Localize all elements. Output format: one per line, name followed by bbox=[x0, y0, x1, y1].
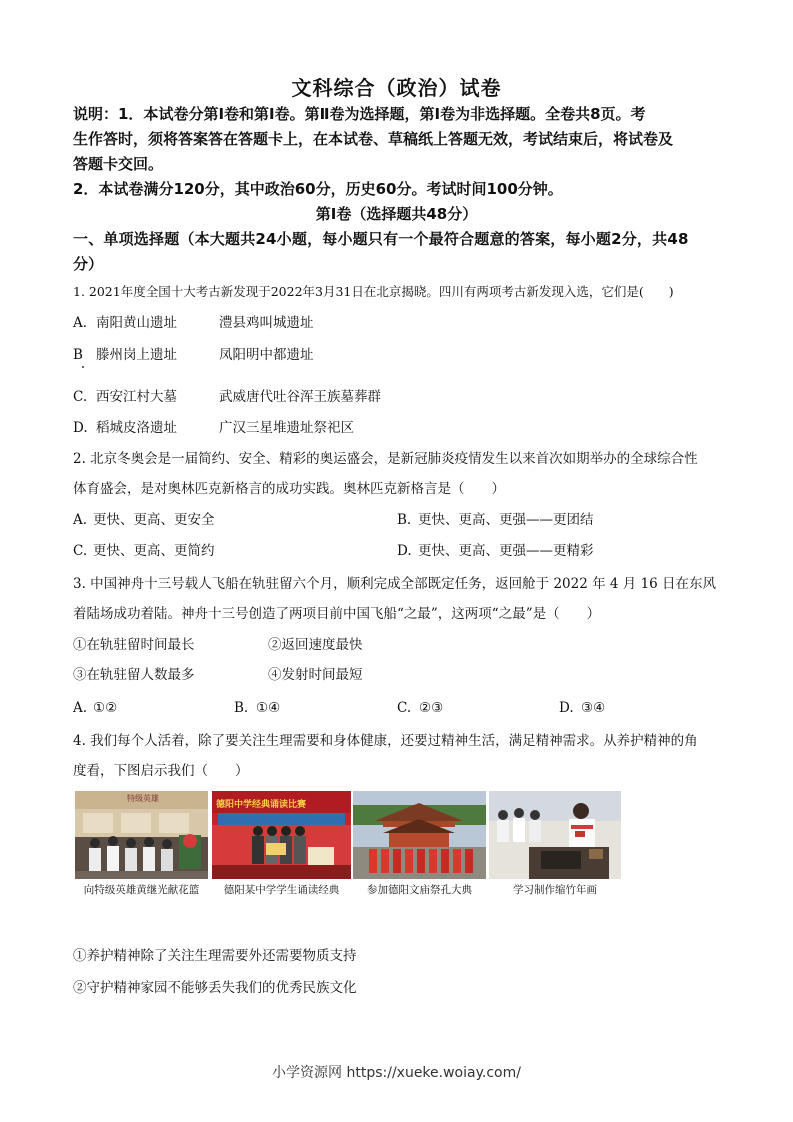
q1-option-d-site1: 稻城皮洛遗址 bbox=[96, 420, 177, 436]
q1-option-a-letter: A. bbox=[73, 315, 88, 331]
q3-option-a-text: ①② bbox=[93, 700, 118, 716]
q2-option-b-text: 更快、更高、更强——更团结 bbox=[418, 512, 594, 528]
q1-option-a-site2: 澧县鸡叫城遗址 bbox=[219, 315, 314, 331]
instructions-line-2: 生作答时，须将答案答在答题卡上，在本试卷、草稿纸上答题无效，考试结束后，将试卷及 bbox=[73, 130, 674, 148]
question-3-stem-line-1: 3. 中国神舟十三号载人飞船在轨驻留六个月，顺利完成全部既定任务，返回舱于 2022 年 4 月 16 日在东风 bbox=[73, 576, 717, 592]
q3-option-d-letter: D. bbox=[559, 700, 574, 716]
photo-caption-3: 参加德阳文庙祭孔大典 bbox=[367, 884, 472, 896]
q2-option-a-text: 更快、更高、更安全 bbox=[93, 512, 215, 528]
part-title-line-1: 一、单项选择题（本大题共24小题，每小题只有一个最符合题意的答案，每小题2分，共48 bbox=[73, 230, 689, 248]
page-footer: 小学资源网 https://xueke.woiay.com/ bbox=[272, 1065, 521, 1081]
photo-strip bbox=[75, 791, 621, 899]
q1-option-d-site2: 广汉三星堆遗址祭祀区 bbox=[219, 420, 354, 436]
q3-option-a-letter: A. bbox=[73, 700, 88, 716]
q4-item-1: ①养护精神除了关注生理需要外还需要物质支持 bbox=[73, 948, 357, 964]
q1-option-d-letter: D. bbox=[73, 420, 88, 436]
q2-option-b-letter: B. bbox=[397, 512, 412, 528]
q1-option-b-letter: B bbox=[73, 347, 83, 363]
photo-memorial-wreath bbox=[75, 791, 208, 879]
section-title: 第Ⅰ卷（选择题共48分） bbox=[315, 205, 478, 223]
q2-option-a-letter: A. bbox=[73, 512, 88, 528]
q1-option-c-letter: C. bbox=[73, 389, 88, 405]
question-2-stem-line-2: 体育盛会，是对奥林匹克新格言的成功实践。奥林匹克新格言是（ ） bbox=[73, 481, 505, 497]
q3-option-c-text: ②③ bbox=[419, 700, 444, 716]
q3-option-d-text: ③④ bbox=[581, 700, 606, 716]
part-title-line-2: 分） bbox=[73, 255, 104, 273]
q2-option-d-letter: D. bbox=[397, 543, 412, 559]
q3-item-3: ③在轨驻留人数最多 bbox=[73, 667, 195, 683]
instructions-line-1: 说明：1．本试卷分第Ⅰ卷和第Ⅰ卷。第Ⅱ卷为选择题，第Ⅰ卷为非选择题。全卷共8页。考 bbox=[73, 105, 646, 123]
instructions-line-3: 答题卡交回。 bbox=[73, 155, 164, 173]
question-4-stem-line-2: 度看，下图启示我们（ ） bbox=[73, 763, 249, 779]
memorial-scene-illustration bbox=[75, 791, 208, 879]
photo-caption-4: 学习制作缩竹年画 bbox=[513, 884, 597, 896]
q1-option-a-site1: 南阳黄山遗址 bbox=[96, 315, 177, 331]
instructions-line-4: 2．本试卷满分120分，其中政治60分，历史60分。考试时间100分钟。 bbox=[73, 180, 563, 198]
q1-option-c-site1: 西安江村大墓 bbox=[96, 389, 177, 405]
photo-caption-2: 德阳某中学学生诵读经典 bbox=[223, 884, 340, 896]
question-3-stem-line-2: 着陆场成功着陆。神舟十三号创造了两项目前中国飞船“之最”，这两项“之最”是（ ） bbox=[73, 606, 601, 622]
page-title: 文科综合（政治）试卷 bbox=[291, 76, 502, 100]
q1-option-b-site1: 滕州岗上遗址 bbox=[96, 347, 177, 363]
q3-item-1: ①在轨驻留时间最长 bbox=[73, 637, 195, 653]
q3-item-2: ②返回速度最快 bbox=[268, 637, 363, 653]
question-2-stem-line-1: 2. 北京冬奥会是一届简约、安全、精彩的奥运盛会，是新冠肺炎疫情发生以来首次如期举办的全球综合性 bbox=[73, 451, 698, 467]
q2-option-d-text: 更快、更高、更强——更精彩 bbox=[418, 543, 594, 559]
q2-option-c-letter: C. bbox=[73, 543, 88, 559]
photo-confucius-ceremony bbox=[353, 791, 486, 879]
question-1-stem: 1. 2021年度全国十大考古新发现于2022年3月31日在北京揭晓。四川有两项考古新发现入选，它们是( ) bbox=[73, 284, 674, 299]
ceremony-scene-illustration bbox=[353, 791, 486, 879]
q2-option-c-text: 更快、更高、更简约 bbox=[93, 543, 215, 559]
photo-reading-classics bbox=[212, 791, 351, 879]
q3-option-b-text: ①④ bbox=[256, 700, 281, 716]
memorial-banner-text: 特级英雄 bbox=[127, 794, 159, 803]
q1-option-c-site2: 武威唐代吐谷浑王族墓葬群 bbox=[219, 389, 381, 405]
stray-dot bbox=[82, 366, 84, 368]
photo-new-year-painting bbox=[489, 791, 621, 879]
q4-item-2: ②守护精神家园不能够丢失我们的优秀民族文化 bbox=[73, 980, 357, 996]
q3-option-b-letter: B. bbox=[234, 700, 249, 716]
reading-banner-text: 德阳中学经典诵读比赛 bbox=[216, 800, 307, 810]
q3-option-c-letter: C. bbox=[397, 700, 412, 716]
printing-scene-illustration bbox=[489, 791, 621, 879]
q3-item-4: ④发射时间最短 bbox=[268, 667, 363, 683]
q1-option-b-site2: 凤阳明中都遗址 bbox=[219, 347, 314, 363]
photo-caption-1: 向特级英雄黄继光献花篮 bbox=[83, 884, 200, 896]
question-4-stem-line-1: 4. 我们每个人活着，除了要关注生理需要和身体健康，还要过精神生活，满足精神需求。从养护精神的角 bbox=[73, 733, 698, 749]
